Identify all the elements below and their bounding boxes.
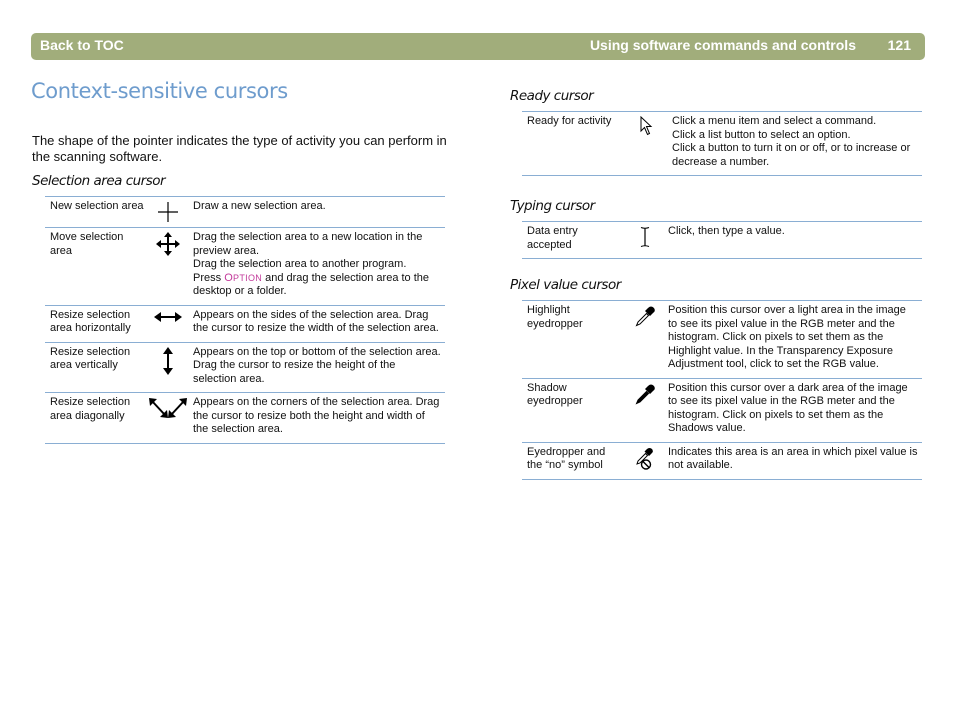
cursor-label: Resize selection area diagonally: [45, 393, 148, 444]
table-row: [522, 442, 922, 479]
table-row: [45, 305, 445, 342]
cursor-label: Resize selection area horizontally: [45, 305, 148, 342]
table-row: [522, 378, 922, 442]
table-row: [522, 301, 922, 379]
highlight-eyedropper-icon: [634, 305, 656, 327]
intro-text: The shape of the pointer indicates the type of activity you can perform in the scanning software.: [32, 133, 447, 164]
cursor-description: Click a menu item and select a command. Click a list button to select an option. Click a button to turn it on or off, or to increase or decrease a number.: [667, 112, 922, 176]
cursor-label: Eyedropper and the “no” symbol: [522, 442, 627, 479]
selection-cursor-heading: Selection area cursor: [32, 173, 166, 189]
typing-cursor-heading: Typing cursor: [510, 198, 595, 214]
cursor-description: Click, then type a value.: [663, 222, 922, 259]
move-arrows-icon: [156, 232, 180, 256]
typing-cursor-table: [522, 221, 922, 259]
table-row: [45, 197, 445, 228]
cursor-description: Position this cursor over a dark area of the image to see its pixel value in the RGB meter and the histogram. Click on pixels to set them as the Shadows value.: [663, 378, 922, 442]
page-number: 121: [887, 37, 911, 53]
table-row: [45, 228, 445, 306]
cursor-description: Appears on the top or bottom of the selection area. Drag the cursor to resize the height of the selection area.: [188, 342, 445, 393]
cursor-description: Indicates this area is an area in which pixel value is not available.: [663, 442, 922, 479]
header-bar: [31, 33, 925, 60]
table-row: [522, 222, 922, 259]
shadow-eyedropper-icon: [634, 383, 656, 405]
pixel-cursor-table: [522, 300, 922, 480]
cursor-label: Data entry accepted: [522, 222, 627, 259]
cursor-description: Appears on the corners of the selection area. Drag the cursor to resize both the height and width of the selection area.: [188, 393, 445, 444]
cursor-label: Resize selection area vertically: [45, 342, 148, 393]
ready-cursor-table: [522, 111, 922, 176]
table-row: [45, 342, 445, 393]
selection-cursor-table: [45, 196, 445, 444]
option-key-label: OPTION: [224, 271, 263, 284]
cursor-label: Highlight eyedropper: [522, 301, 627, 379]
table-row: [45, 393, 445, 444]
vertical-resize-icon: [161, 347, 175, 375]
i-beam-icon: [640, 226, 650, 248]
cursor-label: Shadow eyedropper: [522, 378, 627, 442]
cursor-label: Move selection area: [45, 228, 148, 306]
cursor-description: Drag the selection area to a new location in the preview area. Drag the selection area to another program. Press OPTION and drag the selection area to the desktop or a folder.: [188, 228, 445, 306]
diagonal-resize-icon: [148, 397, 188, 421]
pixel-cursor-heading: Pixel value cursor: [510, 277, 621, 293]
back-to-toc-link[interactable]: Back to TOC: [40, 37, 124, 53]
cursor-description: Position this cursor over a light area in the image to see its pixel value in the RGB meter and the histogram. Click on pixels to set them as the Highlight value. In the Transparency Exposure Adjustment tool, click to set the RGB value.: [663, 301, 922, 379]
ready-cursor-heading: Ready cursor: [510, 88, 594, 104]
horizontal-resize-icon: [154, 310, 182, 324]
crosshair-icon: [157, 201, 179, 223]
cursor-description: Appears on the sides of the selection area. Drag the cursor to resize the width of the selection area.: [188, 305, 445, 342]
page-title: Context-sensitive cursors: [31, 79, 288, 103]
cursor-description: Draw a new selection area.: [188, 197, 445, 228]
table-row: [522, 112, 922, 176]
cursor-label: Ready for activity: [522, 112, 627, 176]
cursor-label: New selection area: [45, 197, 148, 228]
arrow-pointer-icon: [640, 116, 654, 136]
eyedropper-no-symbol-icon: [634, 447, 656, 471]
section-title: Using software commands and controls: [589, 37, 856, 53]
